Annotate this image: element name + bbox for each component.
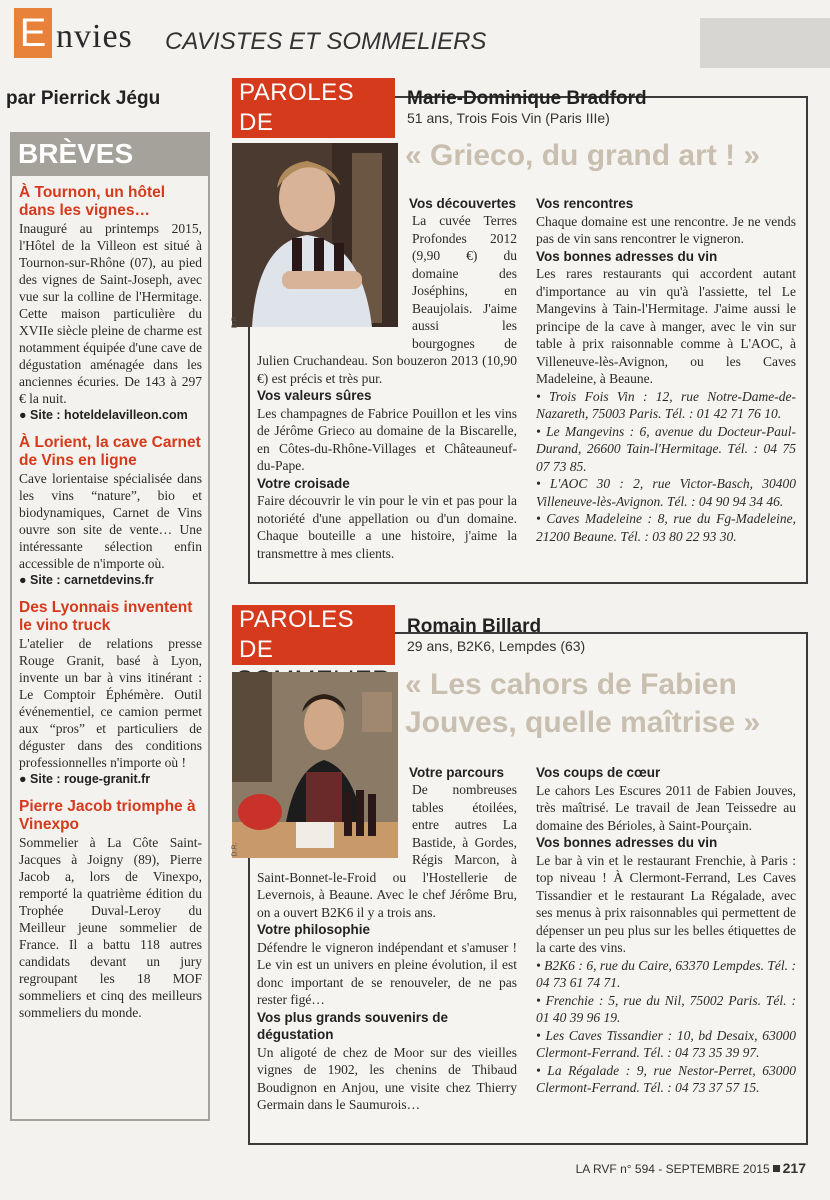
breves-column — [10, 176, 210, 1121]
heading-decouvertes: Vos découvertes — [409, 196, 517, 211]
sommelier-parcours — [257, 781, 517, 1114]
philosophie-text: Défendre le vigneron indépendant et s'amuser ! Le vin est un univers en pleine évolution, il est donc important de se renouveler, de ne pas rester figé… — [257, 939, 517, 1007]
heading-croisade: Votre croisade — [257, 475, 350, 491]
address-item: • Les Caves Tissandier : 10, bd Desaix, 63000 Clermont-Ferrand. Tél. : 04 73 35 39 97. — [536, 1027, 796, 1060]
address-item: • L'AOC 30 : 2, rue Victor-Basch, 30400 Villeneuve-lès-Avignon. Tél. : 04 90 94 34 46. — [536, 476, 796, 509]
heading-parcours: Votre parcours — [409, 765, 505, 780]
brief-site-link[interactable]: ● Site : rouge-granit.fr — [19, 772, 151, 786]
croisade-text: Faire découvrir le vin pour le vin et pas pour la notoriété d'une appellation ou d'un domaine. Chaque bouteille a une histoire, j'aime la transmettre à mes clients. — [257, 493, 517, 561]
adjacent-page-edge — [700, 18, 830, 68]
heading-souvenirs: Vos plus grands souvenirs de dégustation — [257, 1009, 449, 1042]
decouvertes-body: La cuvée Terres Profondes 2012 (9,90 €) du domaine des Joséphins, en Beaujolais. J'aime aussi les bourgognes de Julien Cruchandeau. Son bouzeron 2013 (10,90 €) est précis et très pur. — [257, 213, 517, 386]
page-footer — [576, 1160, 806, 1176]
brief-title: Des Lyonnais inventent le vino truck — [19, 599, 193, 634]
address-item: • Trois Fois Vin : 12, rue Notre-Dame-de-Nazareth, 75003 Paris. Tél. : 01 42 71 76 10. — [536, 388, 796, 421]
decouvertes-text — [257, 212, 517, 387]
brief-body: Inauguré au printemps 2015, l'Hôtel de la Villeon est situé à Tournon-sur-Rhône (07), au pied des vignes de Saint-Joseph, avec vue sur la colline de l'Hermitage. Cette maison particulière du XVIIe siècle pleine de charme est notamment équipée d'une cave de dégustation aménagée dans les anciennes écuries. De 143 à 297 € la nuit. — [19, 221, 202, 406]
brief-body: Cave lorientaise spécialisée dans les vins “nature”, bio et biodynamiques, Carnet de Vins ouvre son site de vente… Une intéressante sélection enfin accessible de n'importe où. — [19, 471, 202, 571]
square-bullet-icon — [773, 1165, 780, 1172]
caviste-decouvertes — [257, 212, 517, 562]
sommelier-meta: 29 ans, B2K6, Lempdes (63) — [407, 638, 586, 654]
caviste-col-b — [536, 195, 796, 545]
magazine-issue: LA RVF n° 594 - SEPTEMBRE 2015 — [575, 1162, 770, 1176]
breves-title: BRÈVES — [10, 132, 210, 176]
brief-title: À Lorient, la cave Carnet de Vins en ligne — [19, 434, 201, 469]
sommelier-name: Romain Billard — [407, 616, 542, 637]
brief-site-link[interactable]: ● Site : hoteldelavilleon.com — [19, 408, 188, 422]
brief-title: Pierre Jacob triomphe à Vinexpo — [19, 798, 196, 833]
adresses-text: Le bar à vin et le restaurant Frenchie, à Paris : top niveau ! À Clermont-Ferrand, Les Caves Tissandier et le restaurant La Régalade, avec ses menus à prix raisonnables qui permettent de dépenser un peu plus sur les belles étiquettes de la carte des vins. — [536, 852, 796, 955]
brief-body: Sommelier à La Côte Saint-Jacques à Joigny (89), Pierre Jacob a, lors de Vinexpo, remporté la quatrième édition du Trophée Duval-Leroy du Meilleur jeune sommelier de France. Il a battu 118 autres candidats devant un jury regroupant les 18 MOF sommeliers et cinq des meilleurs sommeliers du monde. — [19, 835, 202, 1020]
caviste-meta: 51 ans, Trois Fois Vin (Paris IIIe) — [407, 110, 610, 126]
rencontres-text: Chaque domaine est une rencontre. Je ne vends pas de vin sans rencontrer le vigneron. — [536, 213, 796, 246]
parcours-body: De nombreuses tables étoilées, entre autres La Bastide, à Gordes, Régis Marcon, à Saint-Bonnet-le-Froid ou l'Hostellerie de Levernois, à Beaune. Avec le chef Jérôme Bru, on a ouvert B2K6 il y a trois ans. — [257, 782, 517, 920]
brief-item — [19, 434, 202, 589]
caviste-quote: « Grieco, du grand art ! » — [405, 139, 761, 172]
caviste-name: Marie-Dominique Bradford — [407, 88, 647, 109]
heading-valeurs: Vos valeurs sûres — [257, 388, 372, 403]
souvenirs-text: Un aligoté de chez de Moor sur des vieilles vignes de 1902, les chenins de Thibaud Boudignon en Anjou, une visite chez Thierry Germain dans le Saumurois… — [257, 1044, 517, 1112]
heading-coeur: Vos coups de cœur — [536, 765, 661, 780]
section-letter: E — [14, 8, 52, 58]
sommelier-quote: « Les cahors de Fabien Jouves, quelle maîtrise » — [405, 668, 761, 739]
heading-adresses: Vos bonnes adresses du vin — [536, 835, 718, 850]
coeur-text: Le cahors Les Escures 2011 de Fabien Jouves, très maîtrisé. Le travail de Jean Teissedre au domaine des Bérioles, à Saint-Pourçain. — [536, 782, 796, 833]
tag-top: PAROLES DE — [232, 78, 395, 138]
photo-credit: D.R. — [231, 842, 239, 857]
address-item: • Frenchie : 5, rue du Nil, 75002 Paris. Tél. : 01 40 39 96 19. — [536, 992, 796, 1025]
brief-item — [19, 798, 202, 1021]
address-item: • La Régalade : 9, rue Nestor-Perret, 63000 Clermont-Ferrand. Tél. : 04 73 37 57 15. — [536, 1062, 796, 1095]
adresses-text: Les rares restaurants qui accordent autant d'importance au vin qu'à l'assiette, tel Le Mangevins à Tain-l'Hermitage. J'aime aussi le principe de la cave à manger, avec le vin sur table à prix raisonnable comme à L'AOC, à Villeneuve-lès-Avignon, ou les Caves Madeleine, à Beaune. — [536, 266, 796, 386]
sommelier-col-a — [409, 764, 517, 782]
address-item: • B2K6 : 6, rue du Caire, 63370 Lempdes. Tél. : 04 73 61 74 71. — [536, 957, 796, 990]
heading-adresses: Vos bonnes adresses du vin — [536, 248, 718, 264]
caviste-col-a — [409, 195, 517, 213]
photo-wrap-spacer — [257, 212, 412, 348]
parcours-text — [257, 781, 517, 921]
brief-title: À Tournon, un hôtel dans les vignes… — [19, 184, 166, 219]
address-item: • Caves Madeleine : 8, rue du Fg-Madeleine, 21200 Beaune. Tél. : 03 80 22 93 30. — [536, 511, 796, 544]
sommelier-col-b — [536, 764, 796, 1097]
brief-body: L'atelier de relations presse Rouge Granit, basé à Lyon, invente un bar à vins itinérant : Le Comptoir Éphémère. Outil événementiel, ce camion permet aux “pros” et particuliers de déguster dans des conditions professionnelles n'importe où ! — [19, 636, 202, 770]
valeurs-text: Les champagnes de Fabrice Pouillon et les vins de Jérôme Grieco au domaine de la Biscarelle, en Côtes-du-Rhône-Villages et Châteauneuf-du-Pape. — [257, 405, 517, 473]
brief-item — [19, 599, 202, 788]
address-item: • Le Mangevins : 6, avenue du Docteur-Paul-Durand, 26600 Tain-l'Hermitage. Tél. : 04 75 07 73 85. — [536, 423, 796, 474]
heading-rencontres: Vos rencontres — [536, 196, 634, 211]
section-title: nvies — [56, 18, 133, 55]
brief-site-link[interactable]: ● Site : carnetdevins.fr — [19, 573, 154, 587]
photo-wrap-spacer — [257, 781, 412, 865]
section-subtitle: CAVISTES ET SOMMELIERS — [165, 28, 487, 55]
tag-top: PAROLES DE — [232, 605, 395, 665]
page-number: 217 — [782, 1160, 806, 1176]
heading-philosophie: Votre philosophie — [257, 922, 371, 937]
brief-item — [19, 184, 202, 424]
photo-credit: D.R. — [231, 314, 239, 329]
byline: par Pierrick Jégu — [6, 88, 161, 109]
